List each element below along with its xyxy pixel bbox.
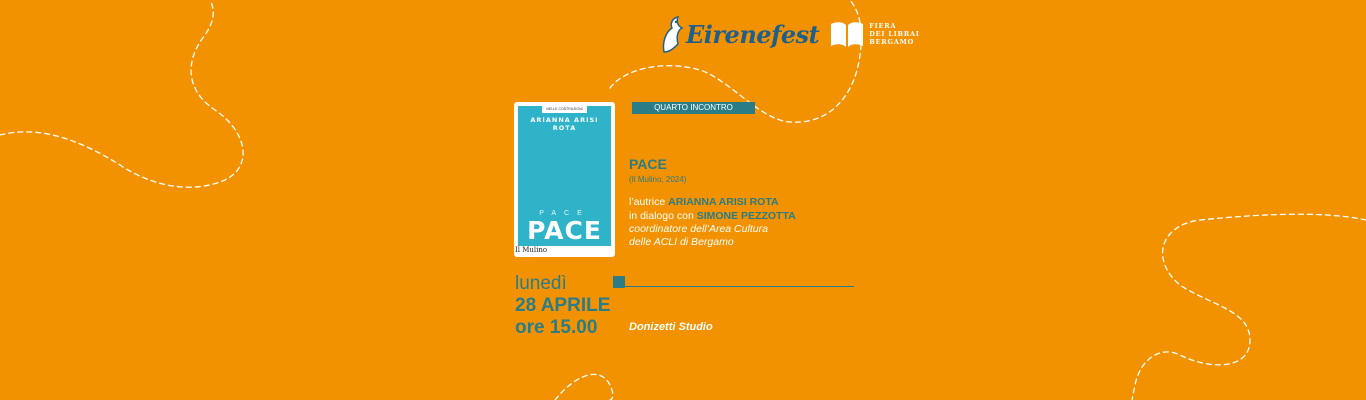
event-time: ore 15.00	[515, 317, 598, 338]
fiera-librai-logo	[829, 20, 920, 48]
book-cover	[514, 102, 615, 257]
event-venue: Donizetti Studio	[629, 321, 713, 333]
guest-prefix: in dialogo con	[629, 210, 697, 222]
author-prefix: l’autrice	[629, 196, 669, 208]
event-date: 28 APRILE	[515, 295, 611, 316]
author-name: ARIANNA ARISI ROTA	[668, 196, 779, 208]
guest-role-line-2: delle ACLI di Bergamo	[629, 236, 734, 248]
book-cover-art	[518, 106, 611, 246]
sponsor-logos	[660, 14, 920, 54]
separator-square	[613, 276, 625, 288]
event-title: PACE	[629, 156, 667, 172]
separator-line	[625, 286, 854, 287]
guest-name: SIMONE PEZZOTTA	[696, 210, 796, 222]
open-book-icon	[829, 20, 865, 48]
event-number-badge: QUARTO INCONTRO	[632, 102, 755, 114]
guest-role-line-1: coordinatore dell’Area Cultura	[629, 223, 768, 235]
fiera-line-2: DEI LIBRAI	[869, 30, 920, 38]
book-title: PACE	[527, 216, 602, 245]
author-line	[629, 196, 779, 208]
dove-icon	[660, 14, 684, 54]
guest-line	[629, 210, 796, 222]
event-publication: (Il Mulino, 2024)	[629, 175, 687, 184]
book-author: ARIANNA ARISI ROTA	[530, 116, 599, 132]
event-day: lunedì	[515, 273, 567, 294]
fiera-line-1: FIERA	[869, 22, 897, 30]
book-small-title: PACE	[539, 210, 590, 217]
book-publisher: Il Mulino	[515, 246, 548, 254]
eirenefest-logo: Eirenefest	[686, 19, 820, 49]
book-series-label: NELLE COSTRUZIONI	[542, 106, 587, 113]
fiera-line-3: BERGAMO	[869, 38, 915, 46]
